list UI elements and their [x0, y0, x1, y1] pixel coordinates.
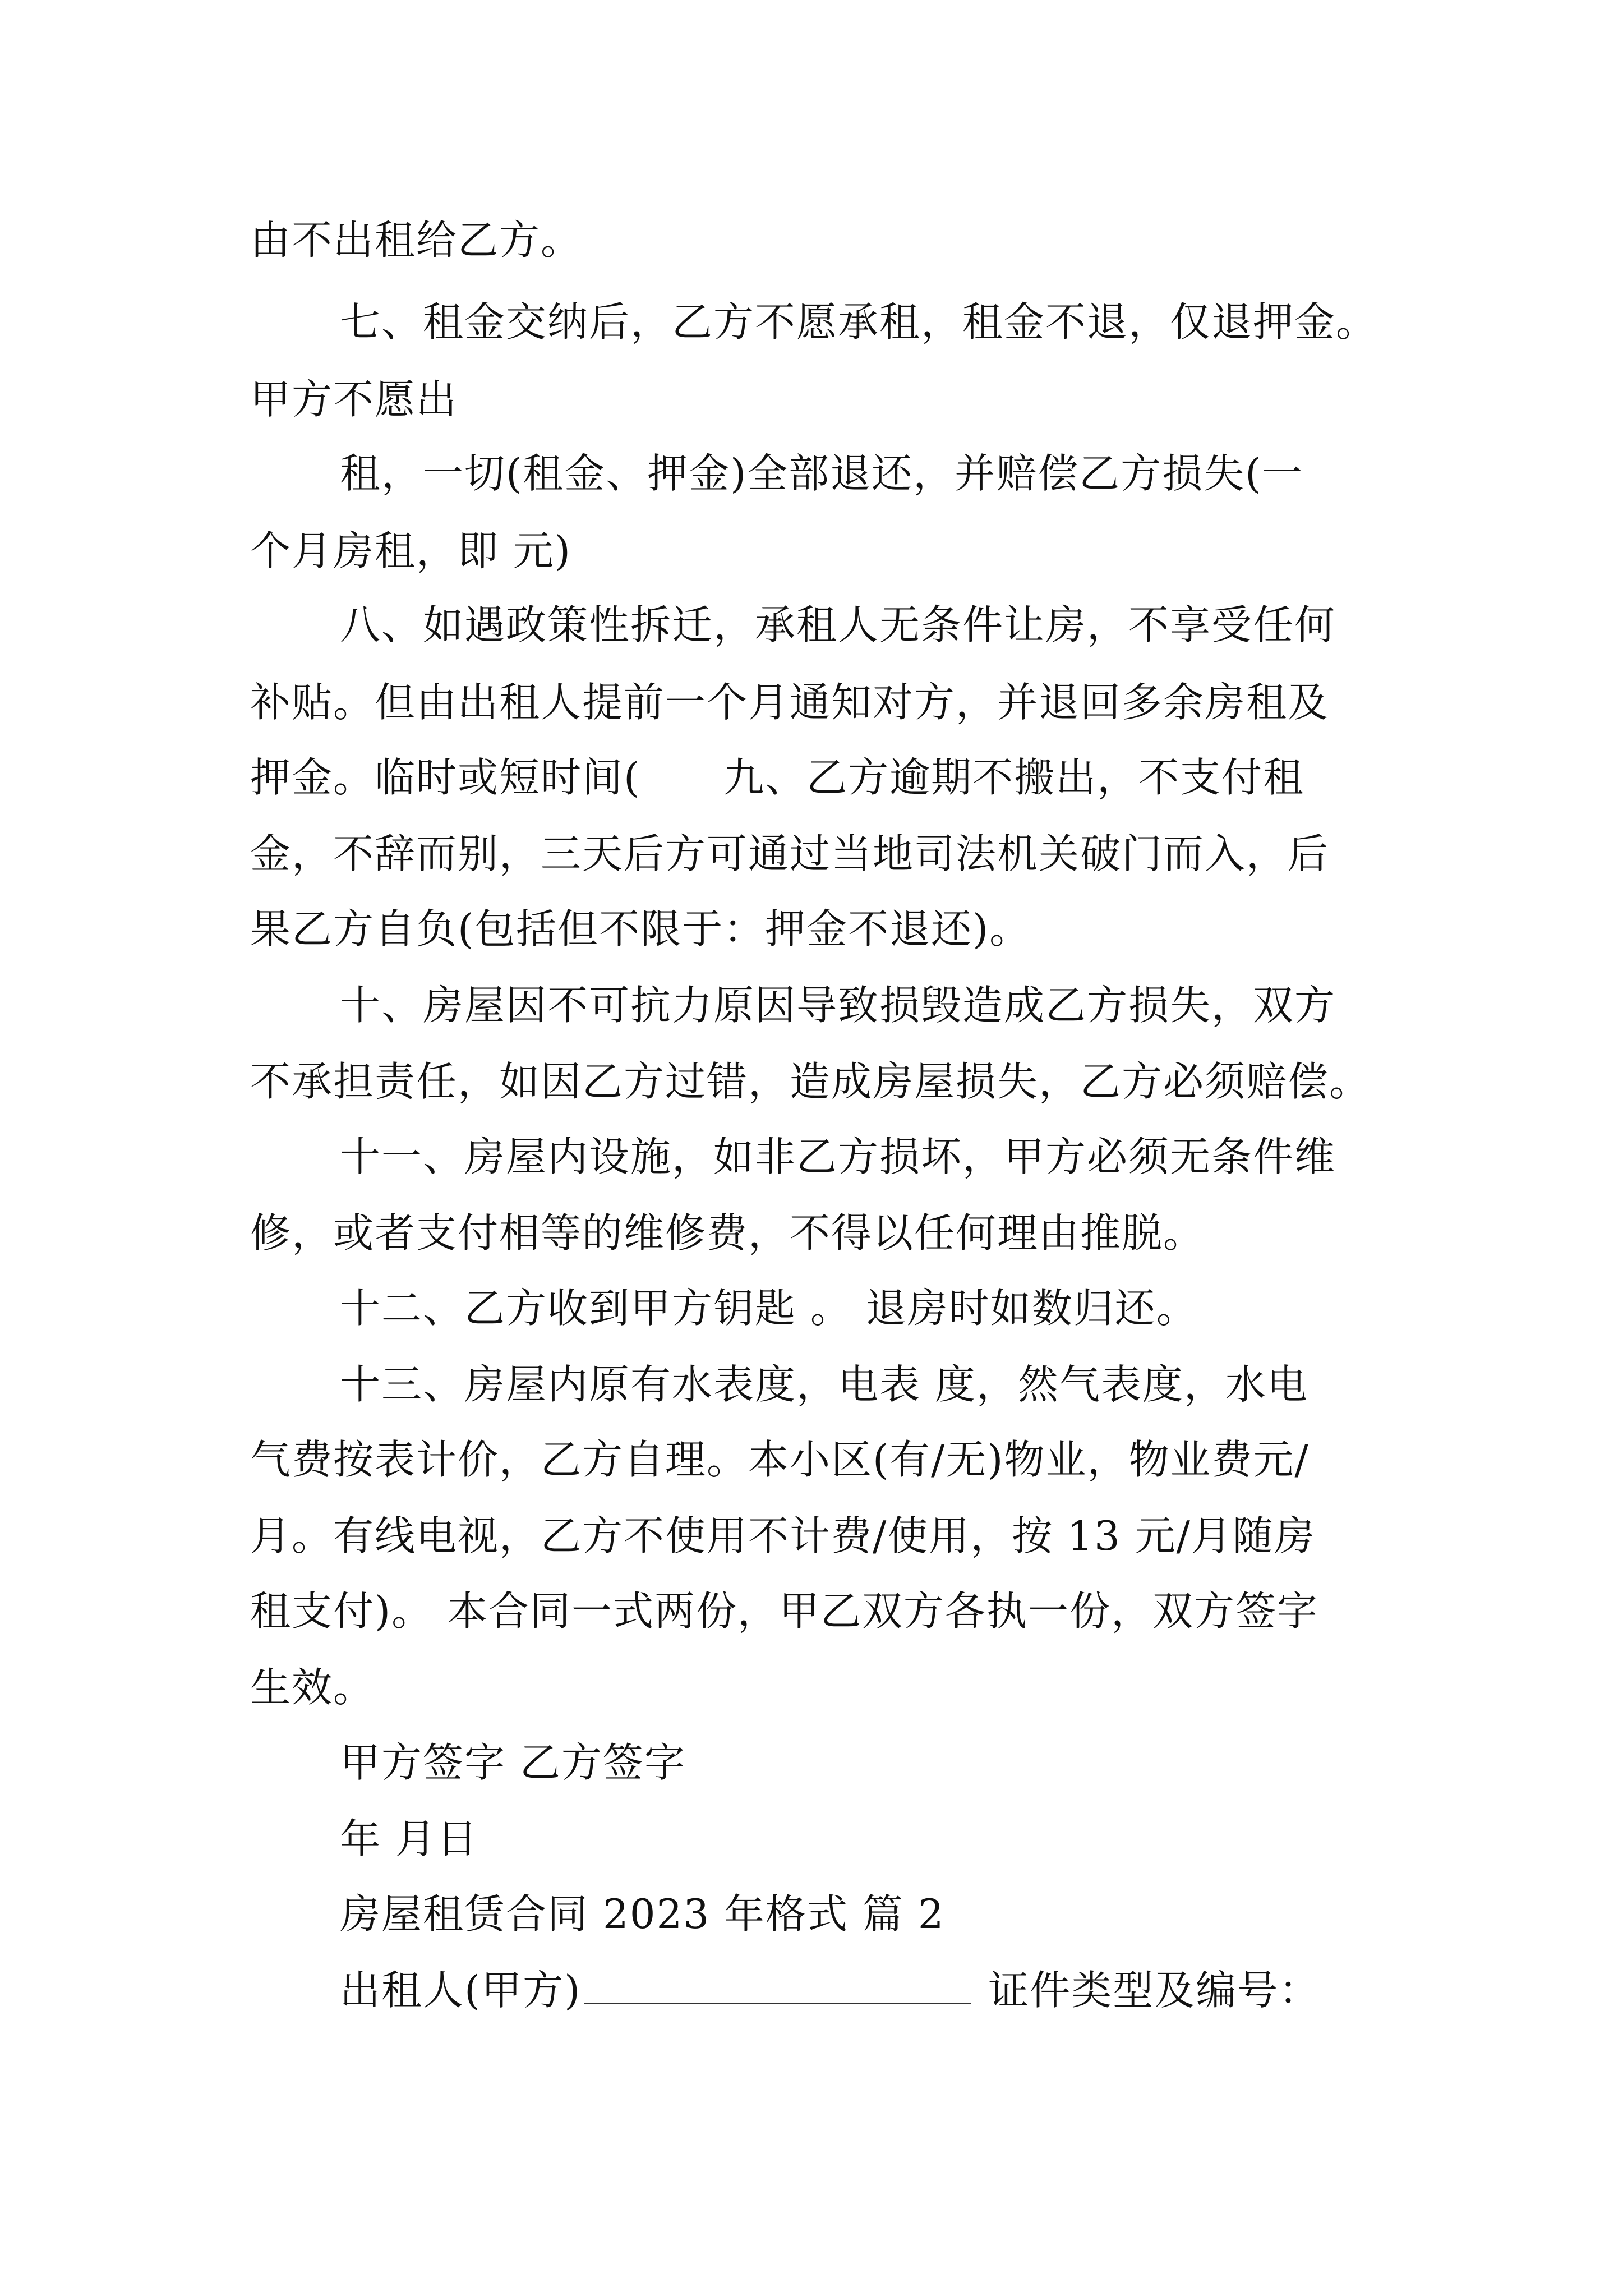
clause-7-continued-line: 租，一切(租金、押金)全部退还，并赔偿乙方损失(一: [340, 450, 1304, 497]
clause-8-line: 八、如遇政策性拆迁，承租人无条件让房，不享受任何: [340, 601, 1336, 648]
clause-7-line: 甲方不愿出: [250, 376, 458, 423]
clause-7-line: 七、租金交纳后，乙方不愿承租，租金不退，仅退押金。: [340, 298, 1378, 346]
clause-10-line: 不承担责任，如因乙方过错，造成房屋损失，乙方必须赔偿。: [250, 1058, 1371, 1105]
clause-13-line: 十三、房屋内原有水表度，电表 度，然气表度，水电: [340, 1361, 1308, 1408]
lessor-name-blank[interactable]: [584, 2000, 971, 2004]
clause-13-line: 生效。: [250, 1664, 375, 1711]
clause-11-line: 十一、房屋内设施，如非乙方损坏，甲方必须无条件维: [340, 1133, 1336, 1180]
paragraph-line: 由不出租给乙方。: [250, 217, 583, 264]
clause-10-line: 十、房屋因不可抗力原因导致损毁造成乙方损失，双方: [340, 982, 1336, 1029]
clause-11-line: 修，或者支付相等的维修费，不得以任何理由推脱。: [250, 1209, 1205, 1257]
signature-line: 甲方签字 乙方签字: [340, 1739, 686, 1786]
clause-12-line: 十二、乙方收到甲方钥匙 。 退房时如数归还。: [340, 1285, 1198, 1332]
clause-13-line: 气费按表计价，乙方自理。本小区(有/无)物业，物业费元/: [250, 1436, 1310, 1483]
clause-8-line: 押金。临时或短时间( 九、乙方逾期不搬出，不支付租: [250, 754, 1305, 801]
lessor-label: 出租人(甲方): [340, 1967, 582, 2014]
clause-8-line: 补贴。但由出租人提前一个月通知对方，并退回多余房租及: [250, 679, 1330, 726]
id-label: 证件类型及编号：: [988, 1967, 1321, 2014]
clause-13-line: 月。有线电视，乙方不使用不计费/使用，按 13 元/月随房: [250, 1512, 1316, 1559]
clause-7-continued-line: 个月房租，即 元): [250, 527, 571, 574]
section-title: 房屋租赁合同 2023 年格式 篇 2: [340, 1890, 945, 1938]
lessor-line: [340, 1967, 1321, 2014]
clause-13-line: 租支付)。 本合同一式两份，甲乙双方各执一份，双方签字: [250, 1588, 1318, 1635]
clause-8-line: 果乙方自负(包括但不限于：押金不退还)。: [250, 905, 1031, 953]
clause-8-line: 金，不辞而别，三天后方可通过当地司法机关破门而入，后: [250, 830, 1330, 877]
signature-date: 年 月日: [340, 1815, 478, 1862]
